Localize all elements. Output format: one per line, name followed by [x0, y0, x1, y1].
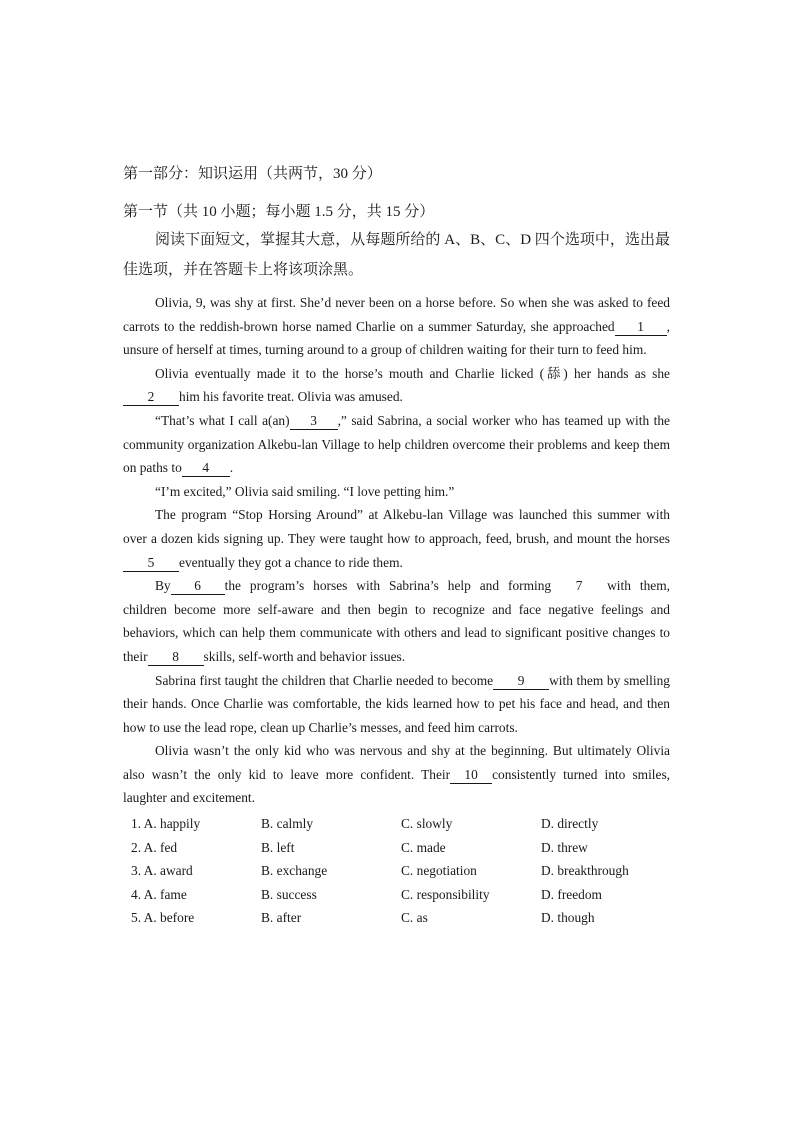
paragraph-text: eventually they got a chance to ride them.	[179, 554, 403, 570]
option-c: C. slowly	[401, 816, 453, 832]
option-a	[123, 836, 261, 860]
option-row	[123, 883, 670, 907]
paragraph-text: with them, children become more self-aware and then begin to recognize and face negative feelings and behaviors, which can help them communicate with others and lead to significant positive changes to their	[123, 578, 670, 664]
passage-paragraph-3	[123, 409, 670, 480]
paragraph-text: Sabrina first taught the children that Charlie needed to become	[155, 672, 494, 688]
passage-paragraph-6	[123, 574, 670, 668]
option-c: C. made	[401, 839, 446, 855]
option-c: C. responsibility	[401, 886, 490, 902]
paragraph-text: the program’s horses with Sabrina’s help and forming	[224, 578, 552, 594]
option-a-text: A. fed	[143, 839, 178, 855]
passage-paragraph-2	[123, 362, 670, 409]
option-b: B. exchange	[261, 863, 328, 879]
question-number: 5.	[131, 910, 142, 926]
option-a-text: A. award	[143, 863, 193, 879]
paragraph-text: , unsure of herself at times, turning around to a group of children waiting for their turn to feed him.	[123, 318, 670, 358]
blank-6: 6	[171, 578, 225, 595]
option-b: B. calmly	[261, 816, 314, 832]
question-number: 3.	[131, 863, 142, 879]
passage-paragraph-5	[123, 503, 670, 574]
blank-9: 9	[493, 673, 549, 690]
option-d: D. though	[541, 910, 595, 926]
paragraph-text: him his favorite treat. Olivia was amused.	[179, 389, 403, 405]
option-b: B. left	[261, 839, 295, 855]
blank-1: 1	[615, 319, 667, 336]
option-b: B. success	[261, 886, 317, 902]
option-c: C. negotiation	[401, 863, 477, 879]
option-a	[123, 859, 261, 883]
part-title: 第一部分：知识运用（共两节，30 分）	[123, 166, 382, 182]
passage-paragraph-4: “I’m excited,” Olivia said smiling. “I love petting him.”	[155, 483, 455, 499]
exam-page	[123, 163, 670, 930]
blank-8: 8	[148, 649, 204, 666]
option-d: D. breakthrough	[541, 863, 629, 879]
passage-paragraph-1	[123, 291, 670, 362]
paragraph-text: .	[229, 460, 234, 476]
blank-4: 4	[182, 460, 230, 477]
option-row	[123, 836, 670, 860]
paragraph-text: consistently turned into smiles, laughter and excitement.	[123, 766, 671, 806]
option-d: D. threw	[541, 839, 588, 855]
option-d: D. freedom	[541, 886, 602, 902]
paragraph-text: Olivia eventually made it to the horse’s mouth and Charlie licked (舔) her hands as she	[155, 365, 670, 381]
blank-5: 5	[123, 555, 179, 572]
paragraph-text: skills, self-worth and behavior issues.	[203, 648, 406, 664]
option-a	[123, 812, 261, 836]
paragraph-text: “That’s what I call a(an)	[155, 412, 290, 428]
paragraph-text: with them by smelling their hands. Once Charlie was comfortable, the kids learned how to pet his face and head, and then how to use the lead rope, clean up Charlie’s messes, and feed him carrots.	[123, 672, 670, 735]
option-row	[123, 812, 670, 836]
passage-paragraph-7	[123, 669, 670, 740]
option-row	[123, 859, 670, 883]
blank-2: 2	[123, 389, 179, 406]
paragraph-text: The program “Stop Horsing Around” at Alkebu-lan Village was launched this summer with over a dozen kids signing up. They were taught how to approach, feed, brush, and mount the horses	[123, 507, 670, 546]
question-number: 2.	[131, 839, 142, 855]
question-number: 1.	[131, 816, 142, 832]
paragraph-text: ,” said Sabrina, a social worker who has teamed up with the community organization Alkebu-lan Village to help children overcome their problems and keep them on paths to	[123, 412, 670, 476]
option-row	[123, 906, 670, 930]
blank-10: 10	[450, 767, 492, 784]
option-c: C. as	[401, 910, 428, 926]
passage-paragraph-8	[123, 739, 670, 810]
blank-3: 3	[290, 413, 338, 430]
option-d: D. directly	[541, 816, 599, 832]
answer-options	[123, 812, 670, 930]
option-b: B. after	[261, 910, 302, 926]
option-a-text: A. happily	[143, 816, 201, 832]
option-a	[123, 906, 261, 930]
subsection-title: 第一节（共 10 小题；每小题 1.5 分，共 15 分）	[123, 204, 435, 220]
option-a-text: A. fame	[143, 886, 187, 902]
paragraph-text: By	[155, 578, 171, 594]
question-number: 4.	[131, 886, 142, 902]
blank-7: 7	[575, 578, 583, 594]
paragraph-text: Olivia, 9, was shy at first. She’d never been on a horse before. So when she was asked to feed carrots to the reddish-brown horse named Charlie on a summer Saturday, she approached	[123, 295, 670, 334]
paragraph-text: Olivia wasn’t the only kid who was nervous and shy at the beginning. But ultimately Olivia also wasn’t the only kid to leave more confident. Their	[123, 743, 670, 782]
option-a	[123, 883, 261, 907]
instructions: 阅读下面短文，掌握其大意，从每题所给的 A、B、C、D 四个选项中，选出最佳选项，并在答题卡上将该项涂黑。	[123, 232, 670, 278]
option-a-text: A. before	[143, 910, 195, 926]
